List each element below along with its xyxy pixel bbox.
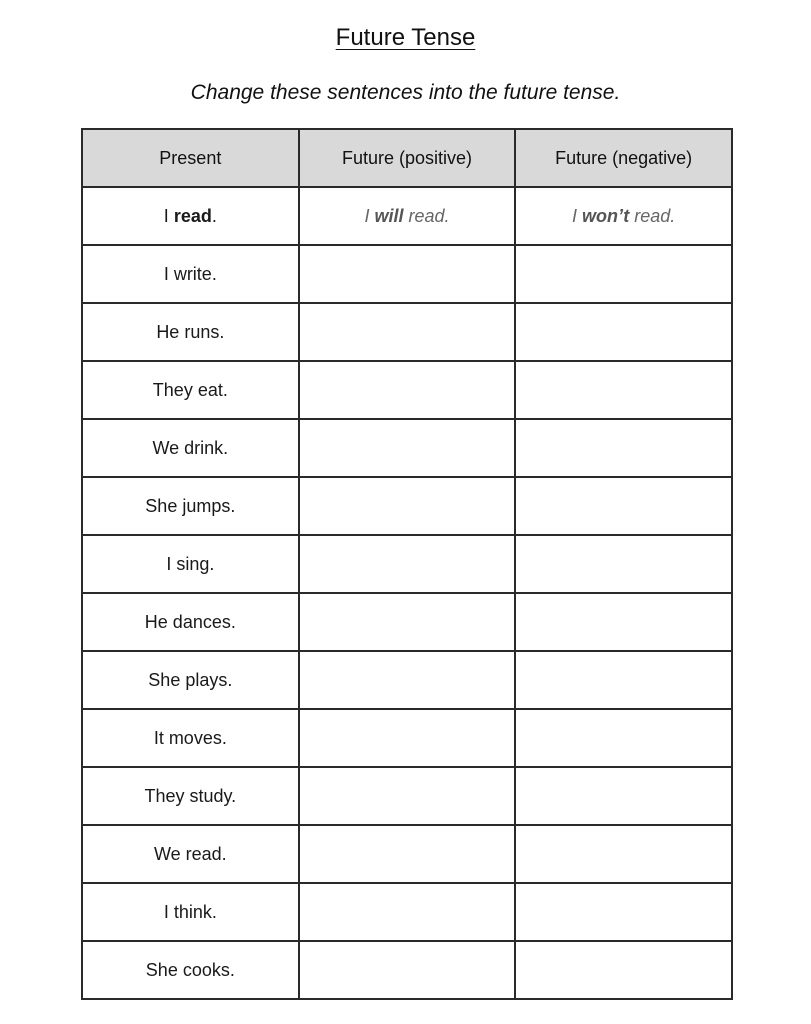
header-future-negative: Future (negative) — [515, 129, 732, 187]
present-sentence: We read. — [82, 825, 299, 883]
future-negative-answer-cell[interactable] — [515, 477, 732, 535]
sentence-row — [82, 593, 732, 651]
future-positive-answer-cell[interactable] — [299, 303, 516, 361]
example-present: I read. — [82, 187, 299, 245]
future-positive-answer-cell[interactable] — [299, 593, 516, 651]
present-sentence: I think. — [82, 883, 299, 941]
future-negative-answer-cell[interactable] — [515, 709, 732, 767]
future-positive-answer-cell[interactable] — [299, 709, 516, 767]
present-sentence: We drink. — [82, 419, 299, 477]
future-negative-answer-cell[interactable] — [515, 535, 732, 593]
present-sentence: It moves. — [82, 709, 299, 767]
future-negative-answer-cell[interactable] — [515, 767, 732, 825]
future-negative-answer-cell[interactable] — [515, 245, 732, 303]
future-negative-answer-cell[interactable] — [515, 419, 732, 477]
tense-table — [81, 128, 733, 1000]
example-positive-aux: will — [374, 205, 404, 226]
example-negative: I won’t read. — [515, 187, 732, 245]
sentence-row — [82, 709, 732, 767]
future-positive-answer-cell[interactable] — [299, 825, 516, 883]
future-negative-answer-cell[interactable] — [515, 303, 732, 361]
future-positive-answer-cell[interactable] — [299, 361, 516, 419]
present-sentence: He runs. — [82, 303, 299, 361]
sentence-row — [82, 477, 732, 535]
sentence-row — [82, 767, 732, 825]
future-positive-answer-cell[interactable] — [299, 651, 516, 709]
future-positive-answer-cell[interactable] — [299, 883, 516, 941]
example-negative-aux: won’t — [581, 205, 630, 226]
future-negative-answer-cell[interactable] — [515, 825, 732, 883]
header-row — [82, 129, 732, 187]
future-negative-answer-cell[interactable] — [515, 941, 732, 999]
future-positive-answer-cell[interactable] — [299, 477, 516, 535]
sentence-row — [82, 825, 732, 883]
worksheet-instructions: Change these sentences into the future tense. — [190, 81, 621, 104]
sentence-row — [82, 361, 732, 419]
example-present-verb: read — [173, 205, 212, 226]
header-present: Present — [82, 129, 299, 187]
sentence-row — [82, 883, 732, 941]
present-sentence: She cooks. — [82, 941, 299, 999]
sentence-row — [82, 303, 732, 361]
sentence-row — [82, 535, 732, 593]
future-positive-answer-cell[interactable] — [299, 941, 516, 999]
present-sentence: She plays. — [82, 651, 299, 709]
future-negative-answer-cell[interactable] — [515, 593, 732, 651]
sentence-row — [82, 651, 732, 709]
future-positive-answer-cell[interactable] — [299, 419, 516, 477]
future-negative-answer-cell[interactable] — [515, 651, 732, 709]
example-positive: I will read. — [299, 187, 516, 245]
example-row — [82, 187, 732, 245]
future-negative-answer-cell[interactable] — [515, 883, 732, 941]
sentence-row — [82, 941, 732, 999]
sentence-row — [82, 419, 732, 477]
future-positive-answer-cell[interactable] — [299, 535, 516, 593]
future-positive-answer-cell[interactable] — [299, 245, 516, 303]
present-sentence: I sing. — [82, 535, 299, 593]
present-sentence: I write. — [82, 245, 299, 303]
present-sentence: He dances. — [82, 593, 299, 651]
present-sentence: They study. — [82, 767, 299, 825]
worksheet-title: Future Tense — [335, 24, 476, 51]
sentence-row — [82, 245, 732, 303]
present-sentence: They eat. — [82, 361, 299, 419]
header-future-positive: Future (positive) — [299, 129, 516, 187]
present-sentence: She jumps. — [82, 477, 299, 535]
future-negative-answer-cell[interactable] — [515, 361, 732, 419]
future-positive-answer-cell[interactable] — [299, 767, 516, 825]
